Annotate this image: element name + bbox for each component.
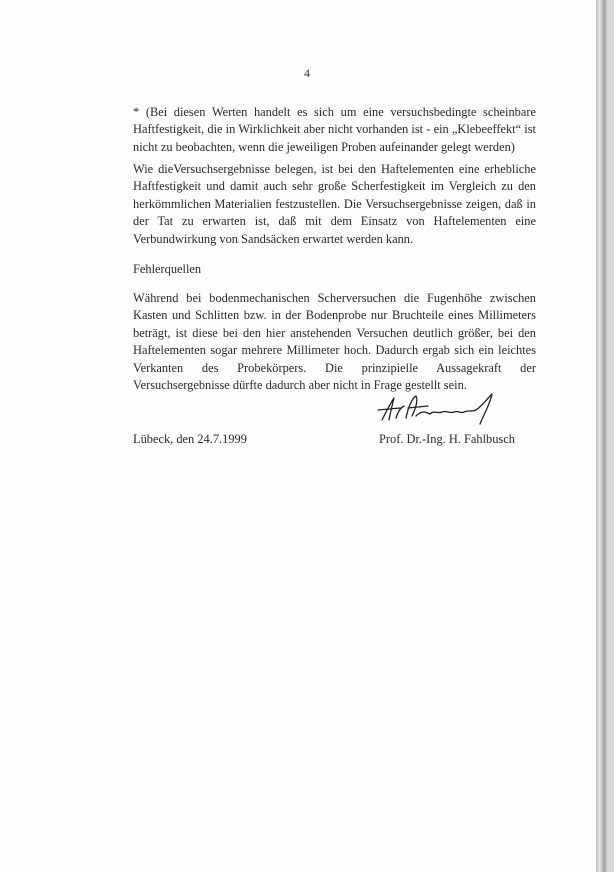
results-paragraph: Wie dieVersuchsergebnisse belegen, ist bei den Haftelementen eine erhebliche Haftfestigkeit und damit auch sehr große Scherfestigkeit im Vergleich zu den herkömmlichen Materialien festzustellen. Die Versuchsergebnisse zeigen, daß in der Tat zu erwarten ist, daß mit dem Einsatz von Haftelementen eine Verbundwirkung von Sandsäcken erwartet werden kann. xyxy=(133,162,536,246)
footnote-paragraph: * (Bei diesen Werten handelt es sich um eine versuchsbedingte scheinbare Haftfestigkeit, die in Wirklichkeit aber nicht vorhanden ist - ein „Klebeeffekt“ ist nicht zu beobachten, wenn die jeweiligen Proben aufeinander gelegt werden) xyxy=(133,105,536,154)
error-sources-paragraph: Während bei bodenmechanischen Scherversuchen die Fugenhöhe zwischen Kasten und Schlitten bzw. in der Bodenprobe nur Bruchteile eines Millimeters beträgt, ist diese bei den hier anstehenden Versuchen deutlich größer, bei den Haftelementen sogar mehrere Millimeter hoch. Dadurch ergab sich ein leichtes Verkanten des Probekörpers. Die prinzipielle Aussagekraft der Versuchsergebnisse dürfte dadurch aber nicht in Frage gestellt sein. xyxy=(133,291,536,393)
place-date: Lübeck, den 24.7.1999 xyxy=(133,432,247,446)
page-number: 4 xyxy=(304,66,310,80)
page-edge xyxy=(596,0,605,872)
section-heading: Fehlerquellen xyxy=(133,262,202,276)
author-name: Prof. Dr.-Ing. H. Fahlbusch xyxy=(379,432,515,446)
signature xyxy=(372,390,512,430)
